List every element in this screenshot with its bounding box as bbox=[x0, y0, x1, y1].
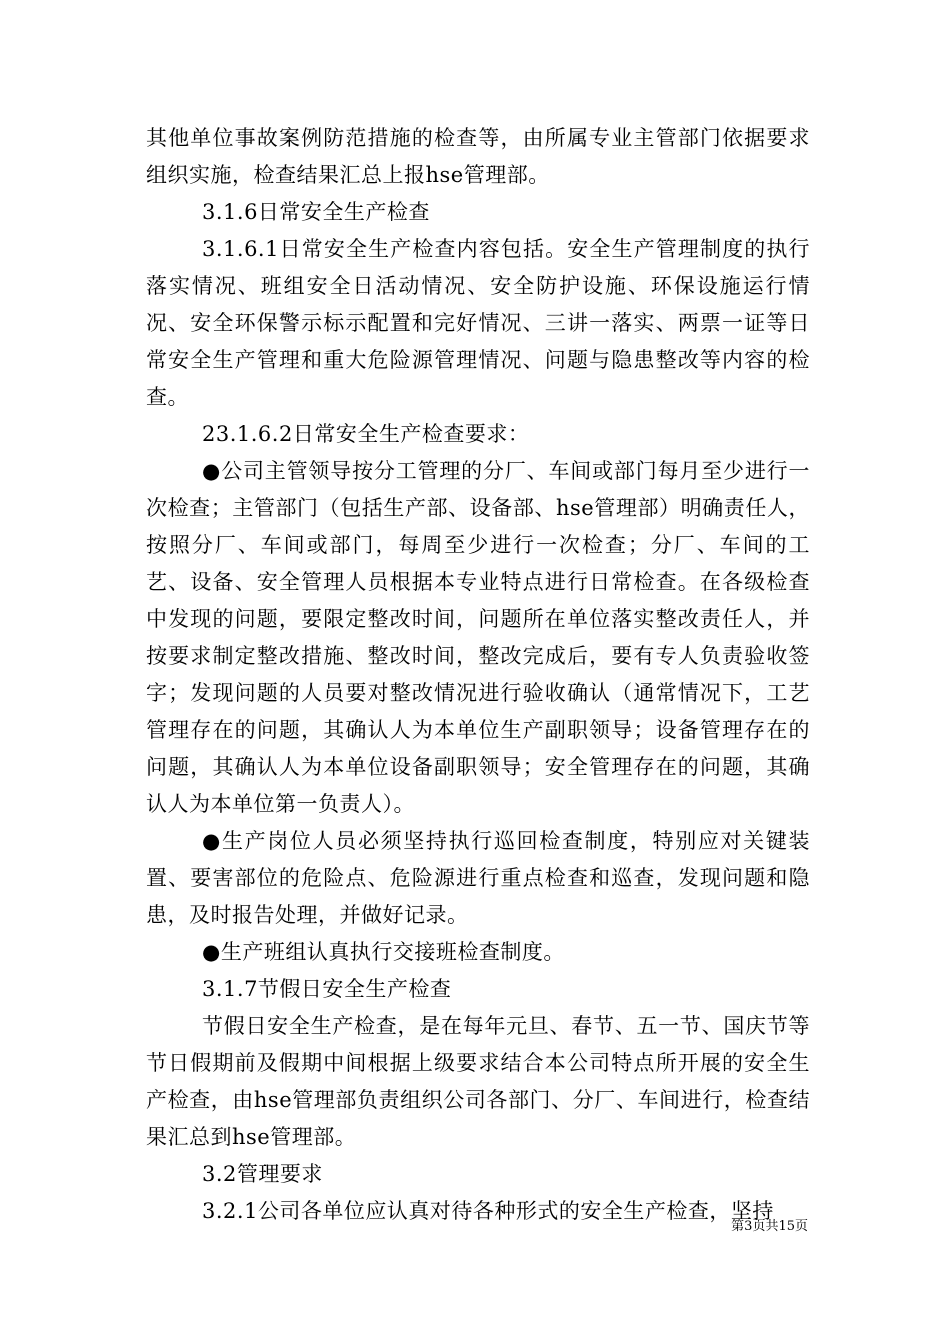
bullet-item-patrol-inspection: ●生产岗位人员必须坚持执行巡回检查制度，特别应对关键装置、要害部位的危险点、危险源进行重点检查和巡查，发现问题和隐患，及时报告处理，并做好记录。 bbox=[146, 829, 810, 927]
section-heading-3-2: 3.2管理要求 bbox=[202, 1162, 323, 1186]
section-heading-3-1-6: 3.1.6日常安全生产检查 bbox=[202, 200, 430, 224]
document-body bbox=[146, 120, 810, 1230]
bullet-item-supervision: ●公司主管领导按分工管理的分厂、车间或部门每月至少进行一次检查；主管部门（包括生产部、设备部、hse管理部）明确责任人，按照分厂、车间或部门，每周至少进行一次检查；分厂、车间的工艺、设备、安全管理人员根据本专业特点进行日常检查。在各级检查中发现的问题，要限定整改时间，问题所在单位落实整改责任人，并按要求制定整改措施、整改时间，整改完成后，要有专人负责验收签字；发现问题的人员要对整改情况进行验收确认（通常情况下，工艺管理存在的问题，其确认人为本单位生产副职领导；设备管理存在的问题，其确认人为本单位设备副职领导；安全管理存在的问题，其确认人为本单位第一负责人）。 bbox=[146, 459, 810, 816]
paragraph-3-2-1: 3.2.1公司各单位应认真对待各种形式的安全生产检查，坚持 bbox=[202, 1199, 774, 1223]
paragraph-holiday-inspection: 节假日安全生产检查，是在每年元旦、春节、五一节、国庆节等节日假期前及假期中间根据上级要求结合本公司特点所开展的安全生产检查，由hse管理部负责组织公司各部门、分厂、车间进行，检查结果汇总到hse管理部。 bbox=[146, 1014, 810, 1149]
page-number: 第3页共15页 bbox=[731, 1219, 808, 1234]
paragraph-3-1-6-2-heading: 23.1.6.2日常安全生产检查要求： bbox=[202, 422, 530, 446]
paragraph-continuation: 其他单位事故案例防范措施的检查等，由所属专业主管部门依据要求组织实施，检查结果汇总上报hse管理部。 bbox=[146, 126, 810, 187]
section-heading-3-1-7: 3.1.7节假日安全生产检查 bbox=[202, 977, 452, 1001]
bullet-item-shift-handover: ●生产班组认真执行交接班检查制度。 bbox=[202, 940, 565, 964]
paragraph-3-1-6-1: 3.1.6.1日常安全生产检查内容包括。安全生产管理制度的执行落实情况、班组安全日活动情况、安全防护设施、环保设施运行情况、安全环保警示标示配置和完好情况、三讲一落实、两票一证等日常安全生产管理和重大危险源管理情况、问题与隐患整改等内容的检查。 bbox=[146, 237, 810, 409]
